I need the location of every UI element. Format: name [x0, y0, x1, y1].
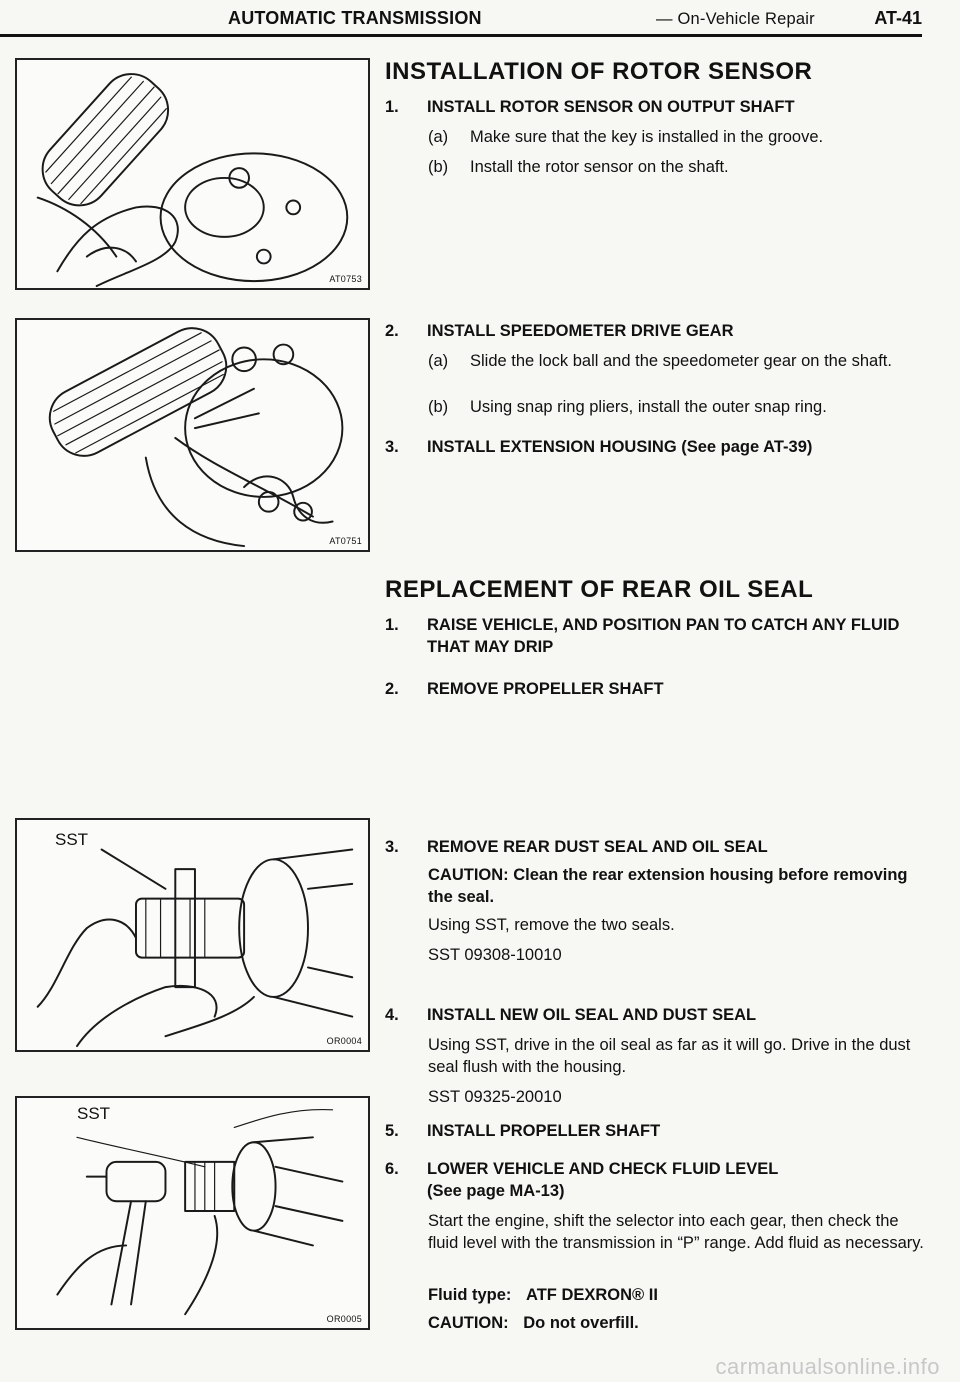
figure-code: AT0751: [329, 536, 362, 546]
caution-note: CAUTION: Clean the rear extension housing before removing the seal.: [428, 866, 908, 906]
step-text: INSTALL EXTENSION HOUSING (See page AT-39): [427, 438, 813, 456]
final-caution: [428, 1312, 933, 1334]
figure-code: OR0004: [326, 1036, 362, 1046]
step-remove-propeller-shaft: [385, 678, 930, 700]
step-remove-rear-seals: [385, 836, 930, 858]
substep-text: Install the rotor sensor on the shaft.: [470, 158, 729, 176]
step-text: INSTALL PROPELLER SHAFT: [427, 1122, 661, 1140]
step-install-speedometer-gear: [385, 320, 930, 342]
step-number: 1.: [385, 98, 399, 116]
step-number: 3.: [385, 838, 399, 856]
figure-install-seal-drawing: [17, 1098, 368, 1328]
step-number: 2.: [385, 680, 399, 698]
figure-code: AT0753: [329, 274, 362, 284]
watermark: carmanualsonline.info: [715, 1354, 940, 1379]
step-text: INSTALL ROTOR SENSOR ON OUTPUT SHAFT: [427, 98, 795, 116]
figure-rotor-sensor-drawing: [17, 60, 368, 288]
final-caution-value: Do not overfill.: [523, 1314, 639, 1332]
step-number: 5.: [385, 1122, 399, 1140]
figure-remove-seal-drawing: [17, 820, 368, 1050]
figure-install-seal: [15, 1096, 370, 1330]
sst-number: SST 09308-10010: [428, 946, 562, 964]
step-lower-vehicle: [385, 1158, 930, 1202]
figure-sst-label: SST: [55, 830, 89, 849]
step-number: 6.: [385, 1160, 399, 1178]
instruction-text: Start the engine, shift the selector into each gear, then check the fluid level with the transmission in “P” range. Add fluid as necessary.: [428, 1212, 924, 1252]
page-number: AT-41: [874, 8, 922, 28]
fluid-type-value: ATF DEXRON® II: [526, 1286, 658, 1304]
figure-speedometer-gear-drawing: [17, 320, 368, 550]
step-number: 2.: [385, 322, 399, 340]
header-title-main: AUTOMATIC TRANSMISSION: [228, 8, 482, 28]
substep-tag: (a): [428, 352, 449, 370]
fluid-type: [428, 1284, 933, 1306]
header-rule: [0, 34, 922, 37]
figure-remove-seal: [15, 818, 370, 1052]
page-header: [0, 0, 960, 40]
step-install-extension-housing: [385, 436, 930, 458]
substep-tag: (b): [428, 158, 449, 176]
step-install-propeller-shaft: [385, 1120, 930, 1142]
substep: [428, 350, 933, 372]
substep-text: Slide the lock ball and the speedometer gear on the shaft.: [470, 352, 892, 370]
substep: [428, 396, 933, 418]
step-text: REMOVE PROPELLER SHAFT: [427, 680, 664, 698]
figure-sst-label: SST: [77, 1104, 111, 1123]
final-caution-label: CAUTION:: [428, 1314, 509, 1332]
figure-speedometer-gear: [15, 318, 370, 552]
instruction-text: Using SST, remove the two seals.: [428, 916, 675, 934]
sst-number: SST 09325-20010: [428, 1088, 562, 1106]
step-text: RAISE VEHICLE, AND POSITION PAN TO CATCH ANY FLUID THAT MAY DRIP: [427, 616, 900, 656]
substep: [428, 126, 933, 148]
fluid-type-label: Fluid type:: [428, 1286, 512, 1304]
step-number: 4.: [385, 1006, 399, 1024]
section-title-rotor-sensor: INSTALLATION OF ROTOR SENSOR: [385, 58, 813, 85]
substep-tag: (b): [428, 398, 449, 416]
step-number: 1.: [385, 616, 399, 634]
step-text: LOWER VEHICLE AND CHECK FLUID LEVEL (See page MA-13): [427, 1160, 779, 1200]
step-install-rotor-sensor: [385, 96, 930, 118]
step-text: INSTALL NEW OIL SEAL AND DUST SEAL: [427, 1006, 757, 1024]
substep-text: Make sure that the key is installed in the groove.: [470, 128, 824, 146]
figure-code: OR0005: [326, 1314, 362, 1324]
step-raise-vehicle: [385, 614, 930, 658]
header-title: [228, 8, 815, 29]
section-title-rear-oil-seal: REPLACEMENT OF REAR OIL SEAL: [385, 576, 814, 603]
instruction-text: Using SST, drive in the oil seal as far as it will go. Drive in the dust seal flush with the housing.: [428, 1036, 911, 1076]
step-number: 3.: [385, 438, 399, 456]
substep: [428, 156, 933, 178]
step-text: INSTALL SPEEDOMETER DRIVE GEAR: [427, 322, 734, 340]
substep-tag: (a): [428, 128, 449, 146]
step-install-new-seals: [385, 1004, 930, 1026]
figure-rotor-sensor: [15, 58, 370, 290]
step-text: REMOVE REAR DUST SEAL AND OIL SEAL: [427, 838, 768, 856]
header-title-sub: — On-Vehicle Repair: [656, 10, 815, 28]
substep-text: Using snap ring pliers, install the outer snap ring.: [470, 398, 827, 416]
